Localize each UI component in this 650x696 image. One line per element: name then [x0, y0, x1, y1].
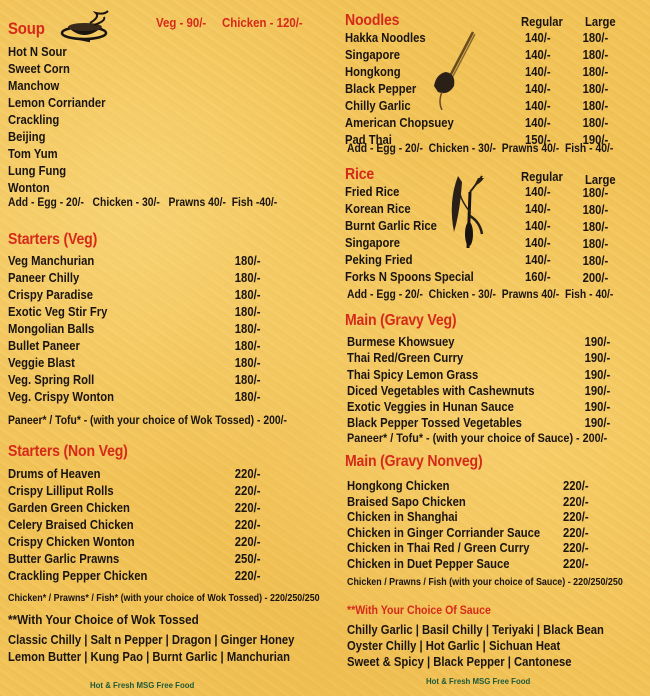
wok-tossed-title: **With Your Choice of Wok Tossed	[8, 612, 199, 627]
wok-tossed-options-line: Lemon Butter | Kung Pao | Burnt Garlic | Manchurian	[8, 650, 290, 664]
soup-bowl-icon	[60, 9, 114, 43]
item-price: 180/-	[234, 305, 261, 319]
item-price-regular: 140/-	[525, 202, 551, 216]
menu-item	[347, 367, 617, 383]
item-name: Hongkong Chicken	[347, 479, 450, 493]
item-name: Crispy Paradise	[8, 288, 94, 302]
menu-item	[345, 115, 615, 132]
soup-item: Wonton	[8, 181, 50, 195]
soup-item: Lung Fung	[8, 164, 67, 178]
menu-item	[347, 556, 617, 572]
item-name: Veggie Blast	[8, 356, 75, 370]
menu-item	[8, 568, 260, 585]
footer-tagline-right: Hot & Fresh MSG Free Food	[426, 676, 531, 686]
soup-addons: Add - Egg - 20/- Chicken - 30/- Prawns 40/- Fish -40/-	[8, 197, 278, 209]
item-name: Hongkong	[345, 65, 401, 79]
menu-item	[8, 287, 260, 304]
item-name: Veg. Spring Roll	[8, 373, 95, 387]
menu-item	[8, 466, 260, 483]
menu-item	[347, 350, 617, 366]
menu-item	[8, 304, 260, 321]
soup-item-list	[8, 44, 116, 197]
item-price: 180/-	[234, 339, 261, 353]
item-name: Thai Red/Green Curry	[347, 351, 464, 366]
item-price-large: 200/-	[582, 271, 609, 285]
soup-price-chicken: Chicken - 120/-	[222, 15, 303, 30]
item-price: 190/-	[584, 367, 611, 382]
menu-item	[8, 270, 260, 287]
menu-item	[347, 334, 617, 350]
item-price-regular: 160/-	[525, 270, 551, 284]
item-price: 220/-	[563, 510, 589, 524]
menu-item	[345, 269, 615, 286]
item-name: Mongolian Balls	[8, 322, 95, 336]
item-name: Black Pepper	[345, 82, 417, 96]
item-price-large: 180/-	[582, 186, 609, 200]
item-price: 220/-	[234, 467, 261, 481]
item-price: 220/-	[234, 569, 261, 583]
item-price: 180/-	[234, 373, 261, 387]
sauce-title: **With Your Choice Of Sauce	[347, 603, 491, 617]
menu-item	[8, 517, 260, 534]
item-price-regular: 140/-	[525, 219, 551, 233]
wok-tossed-options-line: Classic Chilly | Salt n Pepper | Dragon | Ginger Honey	[8, 633, 295, 647]
item-price-large: 180/-	[582, 254, 609, 268]
item-price-regular: 140/-	[525, 116, 551, 130]
menu-item	[345, 64, 615, 81]
soup-item: Sweet Corn	[8, 62, 70, 76]
item-price-regular: 140/-	[525, 48, 551, 62]
menu-item	[8, 389, 260, 406]
menu-item	[8, 253, 260, 270]
item-name: Diced Vegetables with Cashewnuts	[347, 383, 535, 398]
menu-item	[8, 483, 260, 500]
item-price-large: 180/-	[582, 220, 609, 234]
starters-veg-note: Paneer* / Tofu* - (with your choice of Wok Tossed) - 200/-	[8, 415, 287, 427]
item-price: 180/-	[234, 390, 261, 404]
main-veg-title: Main (Gravy Veg)	[345, 312, 457, 329]
item-price-large: 180/-	[582, 203, 609, 217]
sauce-options-line: Chilly Garlic | Basil Chilly | Teriyaki | Black Bean	[347, 623, 604, 637]
footer-tagline-left: Hot & Fresh MSG Free Food	[90, 680, 195, 690]
item-price-large: 180/-	[582, 48, 609, 62]
item-name: Drums of Heaven	[8, 467, 101, 481]
item-name: Pad Thai	[345, 133, 392, 147]
item-name: Paneer Chilly	[8, 271, 80, 285]
soup-price-veg: Veg - 90/-	[156, 15, 207, 30]
item-price-regular: 140/-	[525, 236, 551, 250]
menu-item	[8, 372, 260, 389]
item-name: Bullet Paneer	[8, 339, 80, 353]
item-price-large: 180/-	[582, 99, 609, 113]
noodles-list	[345, 30, 645, 149]
item-price-regular: 140/-	[525, 253, 551, 267]
item-price: 180/-	[234, 322, 261, 336]
menu-item	[345, 98, 615, 115]
soup-item: Tom Yum	[8, 147, 58, 161]
rice-col-regular: Regular	[521, 170, 563, 184]
item-name: Chicken in Ginger Corriander Sauce	[347, 525, 541, 540]
main-nonveg-title: Main (Gravy Nonveg)	[345, 453, 483, 470]
menu-item	[345, 218, 615, 235]
item-name: Braised Sapo Chicken	[347, 494, 466, 509]
menu-item	[8, 500, 260, 517]
item-price-regular: 140/-	[525, 31, 551, 45]
sauce-options-line: Sweet & Spicy | Black Pepper | Cantonese	[347, 655, 572, 669]
item-price-regular: 140/-	[525, 82, 551, 96]
item-name: Singapore	[345, 48, 401, 62]
item-price-large: 180/-	[582, 237, 609, 251]
sauce-options-line: Oyster Chilly | Hot Garlic | Sichuan Heat	[347, 639, 561, 653]
item-price-regular: 140/-	[525, 99, 551, 113]
item-name: Exotic Veg Stir Fry	[8, 305, 108, 319]
item-name: Garden Green Chicken	[8, 501, 130, 515]
item-name: Celery Braised Chicken	[8, 518, 134, 532]
item-name: Exotic Veggies in Hunan Sauce	[347, 400, 514, 415]
noodles-title: Noodles	[345, 12, 400, 29]
item-price: 250/-	[234, 552, 261, 566]
item-price-large: 190/-	[582, 133, 609, 147]
soup-item: Beijing	[8, 130, 46, 144]
item-price: 180/-	[234, 254, 261, 268]
starters-nonveg-note: Chicken* / Prawns* / Fish* (with your choice of Wok Tossed) - 220/250/250	[8, 592, 320, 604]
menu-item	[347, 525, 617, 541]
starters-veg-title: Starters (Veg)	[8, 231, 98, 248]
menu-item	[345, 184, 615, 201]
item-price: 220/-	[234, 518, 261, 532]
menu-item	[345, 235, 615, 252]
menu-item	[345, 30, 615, 47]
item-name: Crackling Pepper Chicken	[8, 569, 148, 583]
item-price: 190/-	[584, 335, 611, 349]
item-price: 190/-	[584, 351, 611, 366]
main-veg-list	[347, 334, 647, 432]
soup-title: Soup	[8, 19, 45, 38]
item-name: Veg Manchurian	[8, 254, 95, 268]
item-name: Forks N Spoons Special	[345, 270, 474, 284]
item-price: 190/-	[584, 383, 611, 398]
item-price: 220/-	[234, 484, 261, 498]
item-name: American Chopsuey	[345, 116, 454, 130]
menu-item	[347, 494, 617, 510]
rice-addons: Add - Egg - 20/- Chicken - 30/- Prawns 40/- Fish - 40/-	[347, 289, 614, 301]
item-price: 220/-	[563, 479, 589, 493]
soup-item: Lemon Corriander	[8, 96, 106, 110]
menu-item	[347, 478, 617, 494]
menu-item	[8, 355, 260, 372]
menu-item	[347, 399, 617, 415]
item-name: Thai Spicy Lemon Grass	[347, 367, 479, 382]
item-price-regular: 150/-	[525, 133, 551, 147]
item-name: Chicken in Thai Red / Green Curry	[347, 541, 530, 555]
noodles-col-regular: Regular	[521, 15, 563, 29]
item-name: Black Pepper Tossed Vegetables	[347, 416, 522, 431]
item-name: Korean Rice	[345, 202, 411, 216]
item-price-large: 180/-	[582, 116, 609, 130]
menu-item	[347, 540, 617, 556]
main-nonveg-note: Chicken / Prawns / Fish (with your choice of Sauce) - 220/250/250	[347, 576, 623, 588]
soup-item: Manchow	[8, 79, 60, 93]
item-price: 220/-	[563, 525, 589, 540]
item-name: Peking Fried	[345, 253, 413, 267]
starters-nonveg-list	[8, 466, 288, 585]
menu-item	[345, 201, 615, 218]
noodles-col-large: Large	[585, 15, 616, 29]
item-price: 180/-	[234, 271, 261, 285]
menu-item	[347, 383, 617, 399]
item-price: 190/-	[584, 400, 611, 415]
menu-item	[8, 321, 260, 338]
item-name: Fried Rice	[345, 185, 400, 199]
item-name: Crispy Lilliput Rolls	[8, 484, 114, 498]
item-price: 220/-	[234, 535, 261, 549]
noodles-addons: Add - Egg - 20/- Chicken - 30/- Prawns 40/- Fish - 40/-	[347, 143, 614, 155]
item-name: Hakka Noodles	[345, 31, 426, 45]
item-price: 180/-	[234, 288, 261, 302]
item-price: 220/-	[234, 501, 261, 515]
item-name: Singapore	[345, 236, 401, 250]
rice-title: Rice	[345, 166, 375, 183]
main-veg-note: Paneer* / Tofu* - (with your choice of Sauce) - 200/-	[347, 431, 608, 445]
item-price: 220/-	[563, 556, 589, 571]
item-name: Chicken in Duet Pepper Sauce	[347, 556, 510, 571]
item-name: Chilly Garlic	[345, 99, 411, 113]
item-price: 190/-	[584, 416, 611, 431]
item-price-regular: 140/-	[525, 185, 551, 199]
menu-item	[345, 252, 615, 269]
menu-item	[345, 81, 615, 98]
soup-item: Crackling	[8, 113, 60, 127]
menu-item	[345, 47, 615, 64]
main-nonveg-list	[347, 478, 647, 571]
item-name: Crispy Chicken Wonton	[8, 535, 135, 549]
item-price-large: 180/-	[582, 65, 609, 79]
item-price-large: 180/-	[582, 31, 609, 45]
menu-item	[347, 415, 617, 431]
item-name: Burmese Khowsuey	[347, 335, 455, 349]
item-name: Butter Garlic Prawns	[8, 552, 120, 566]
menu-item	[347, 509, 617, 525]
starters-nonveg-title: Starters (Non Veg)	[8, 443, 128, 460]
item-price-regular: 140/-	[525, 65, 551, 79]
item-price: 180/-	[234, 356, 261, 370]
item-name: Veg. Crispy Wonton	[8, 390, 115, 404]
item-price: 220/-	[563, 541, 589, 555]
rice-list	[345, 184, 645, 286]
starters-veg-list	[8, 253, 288, 406]
soup-item: Hot N Sour	[8, 45, 67, 59]
item-price: 220/-	[563, 494, 589, 509]
menu-item	[8, 551, 260, 568]
rice-col-large: Large	[585, 173, 616, 187]
item-name: Chicken in Shanghai	[347, 510, 458, 524]
menu-item	[8, 338, 260, 355]
menu-item	[8, 534, 260, 551]
item-price-large: 180/-	[582, 82, 609, 96]
item-name: Burnt Garlic Rice	[345, 219, 437, 233]
